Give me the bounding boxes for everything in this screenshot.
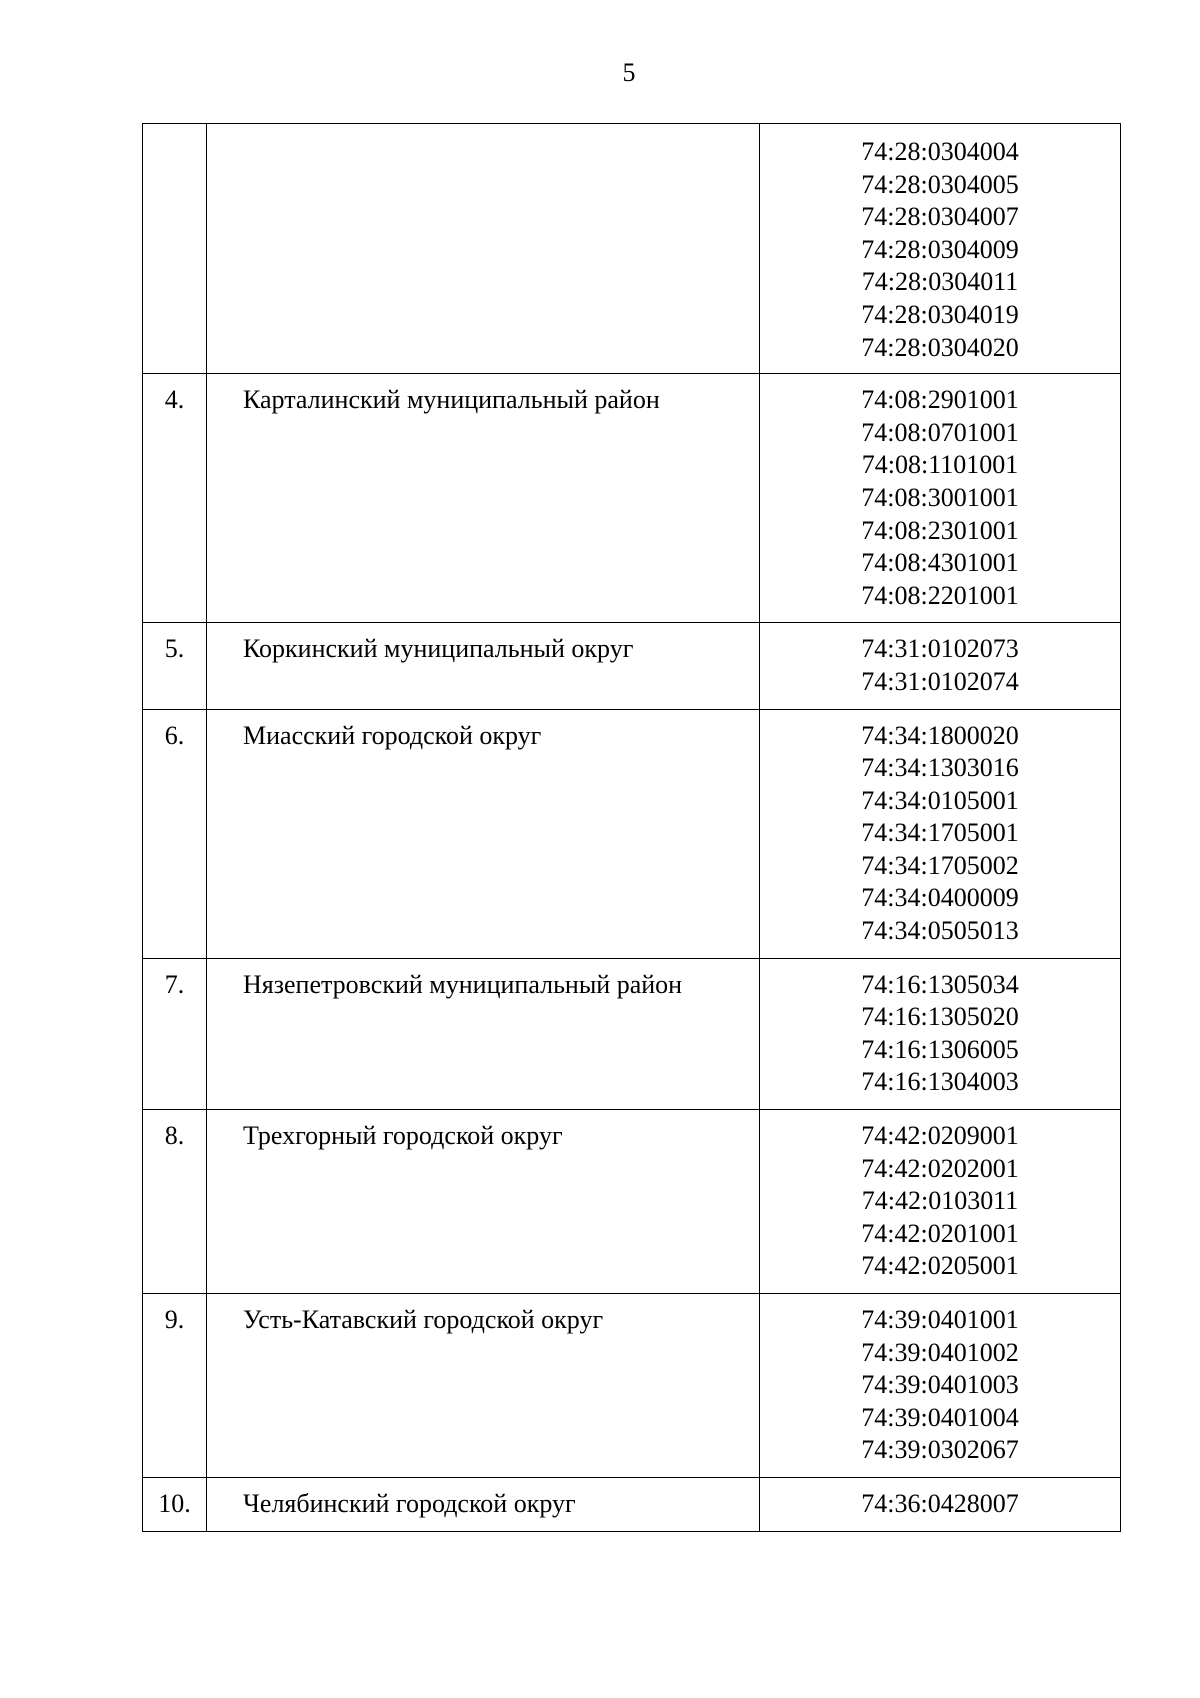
cadastral-code: 74:08:0701001	[861, 417, 1019, 447]
cadastral-code: 74:39:0401004	[861, 1402, 1019, 1432]
cadastral-code: 74:42:0103011	[861, 1186, 1019, 1216]
table-row	[143, 958, 1121, 1109]
table-row	[143, 1294, 1121, 1478]
cadastral-codes	[760, 1477, 1121, 1531]
table-body	[143, 124, 1121, 1532]
cadastral-code: 74:34:1705001	[861, 818, 1019, 848]
cadastral-code: 74:42:0202001	[861, 1153, 1019, 1183]
cadastral-code: 74:31:0102074	[861, 666, 1019, 696]
cadastral-codes	[760, 1294, 1121, 1478]
cadastral-code: 74:34:1800020	[861, 720, 1019, 750]
cadastral-code: 74:34:0400009	[861, 883, 1019, 913]
row-number: 7.	[143, 958, 207, 1109]
cadastral-code: 74:16:1305020	[861, 1002, 1019, 1032]
cadastral-code: 74:39:0401002	[861, 1337, 1019, 1367]
cadastral-code: 74:16:1304003	[861, 1067, 1019, 1097]
table-row	[143, 124, 1121, 374]
cadastral-codes	[760, 623, 1121, 709]
cadastral-codes	[760, 124, 1121, 374]
cadastral-code: 74:28:0304005	[861, 169, 1019, 199]
cadastral-code: 74:42:0209001	[861, 1121, 1019, 1151]
district-name: Нязепетровский муниципальный район	[207, 958, 760, 1109]
cadastral-code: 74:34:0505013	[861, 916, 1019, 946]
row-number: 10.	[143, 1477, 207, 1531]
cadastral-code: 74:08:4301001	[861, 548, 1019, 578]
cadastral-codes	[760, 374, 1121, 623]
row-number: 5.	[143, 623, 207, 709]
cadastral-code: 74:28:0304004	[861, 137, 1019, 166]
cadastral-code: 74:31:0102073	[861, 634, 1019, 664]
district-name: Трехгорный городской округ	[207, 1110, 760, 1294]
districts-table	[142, 123, 1121, 1532]
cadastral-code: 74:08:2201001	[861, 580, 1019, 610]
table-row	[143, 374, 1121, 623]
cadastral-code: 74:39:0401001	[861, 1305, 1019, 1334]
cadastral-code: 74:16:1305034	[861, 969, 1019, 999]
table-row	[143, 623, 1121, 709]
cadastral-codes	[760, 709, 1121, 958]
district-name: Карталинский муниципальный район	[207, 374, 760, 623]
row-number	[143, 124, 207, 374]
table-row	[143, 1477, 1121, 1531]
cadastral-code: 74:16:1306005	[861, 1034, 1019, 1064]
cadastral-code: 74:28:0304020	[861, 332, 1019, 362]
cadastral-code: 74:39:0302067	[861, 1435, 1019, 1465]
cadastral-code: 74:36:0428007	[861, 1488, 1019, 1518]
cadastral-code: 74:34:1303016	[861, 753, 1019, 783]
cadastral-code: 74:42:0201001	[861, 1218, 1019, 1248]
cadastral-code: 74:08:1101001	[861, 450, 1019, 480]
table-row	[143, 709, 1121, 958]
district-name	[207, 124, 760, 374]
cadastral-code: 74:39:0401003	[861, 1370, 1019, 1400]
cadastral-code: 74:34:1705002	[861, 850, 1019, 880]
cadastral-code: 74:28:0304011	[861, 267, 1019, 297]
row-number: 9.	[143, 1294, 207, 1478]
cadastral-code: 74:28:0304007	[861, 202, 1019, 232]
district-name: Миасский городской округ	[207, 709, 760, 958]
district-name: Коркинский муниципальный округ	[207, 623, 760, 709]
district-name: Челябинский городской округ	[207, 1477, 760, 1531]
cadastral-code: 74:42:0205001	[861, 1251, 1019, 1281]
row-number: 8.	[143, 1110, 207, 1294]
cadastral-code: 74:08:2301001	[861, 515, 1019, 545]
cadastral-code: 74:08:3001001	[861, 482, 1019, 512]
cadastral-codes	[760, 958, 1121, 1109]
cadastral-code: 74:34:0105001	[861, 785, 1019, 815]
cadastral-codes	[760, 1110, 1121, 1294]
row-number: 6.	[143, 709, 207, 958]
cadastral-code: 74:08:2901001	[861, 385, 1019, 415]
cadastral-code: 74:28:0304009	[861, 234, 1019, 264]
page-number: 5	[622, 58, 636, 87]
district-name: Усть-Катавский городской округ	[207, 1294, 760, 1478]
row-number: 4.	[143, 374, 207, 623]
cadastral-code: 74:28:0304019	[861, 299, 1019, 329]
table-row	[143, 1110, 1121, 1294]
